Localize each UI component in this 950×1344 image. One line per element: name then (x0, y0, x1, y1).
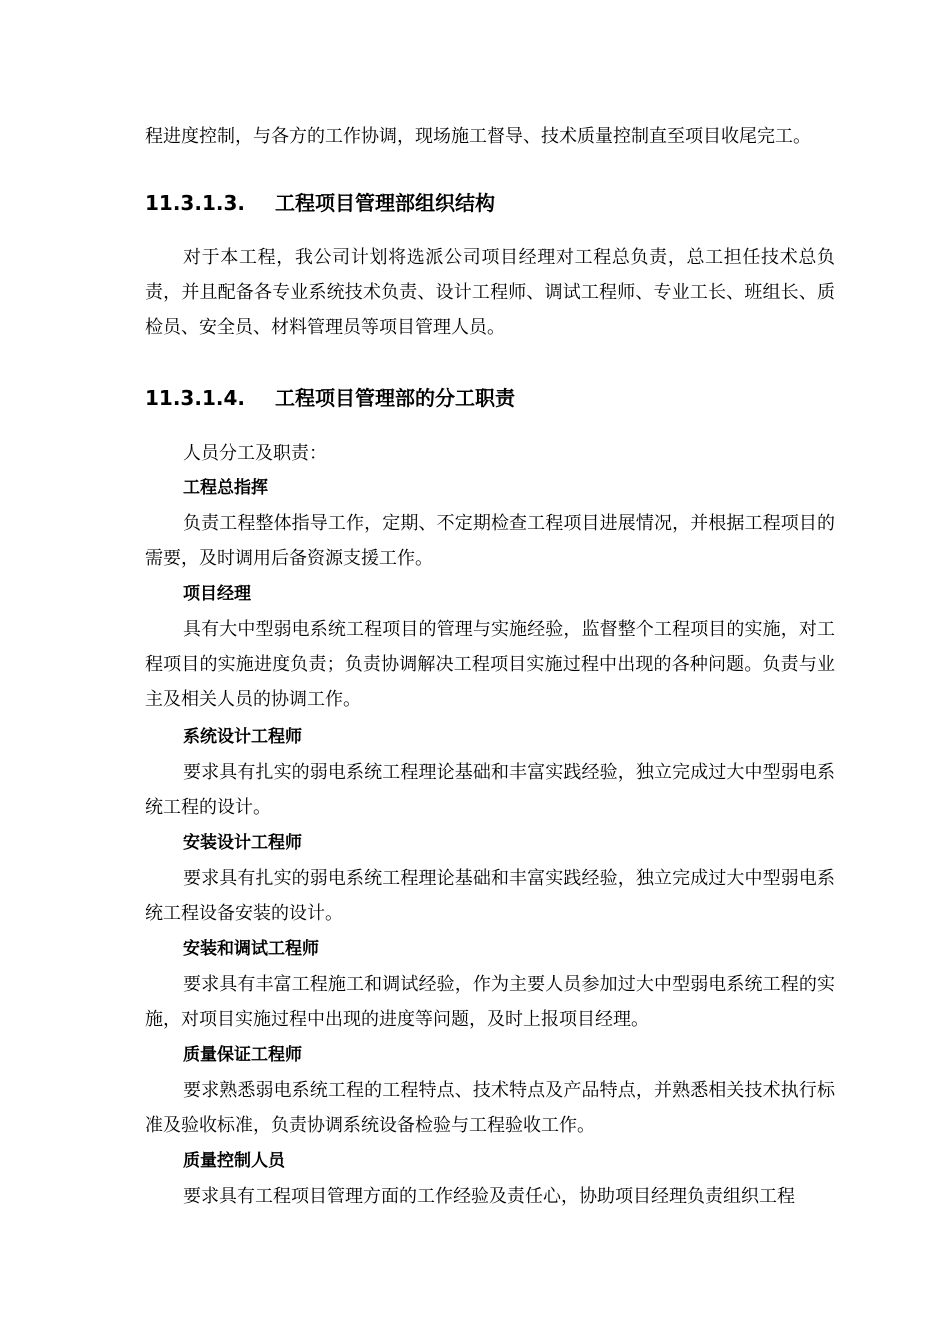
role-title: 安装设计工程师 (183, 833, 302, 853)
role-title: 工程总指挥 (183, 478, 268, 498)
role-description: 具有大中型弱电系统工程项目的管理与实施经验，监督整个工程项目的实施，对工程项目的实施进度负责；负责协调解决工程项目实施过程中出现的各种问题。负责与业主及相关人员的协调工作。 (145, 619, 835, 710)
role-title: 安装和调试工程师 (183, 939, 319, 959)
intro-tail-paragraph: 程进度控制，与各方的工作协调，现场施工督导、技术质量控制直至项目收尾完工。 (145, 126, 811, 147)
role-title: 系统设计工程师 (183, 727, 302, 747)
role-description: 要求具有扎实的弱电系统工程理论基础和丰富实践经验，独立完成过大中型弱电系统工程的设计。 (145, 762, 835, 818)
role-description: 要求具有扎实的弱电系统工程理论基础和丰富实践经验，独立完成过大中型弱电系统工程设备安装的设计。 (145, 868, 835, 924)
role-title: 项目经理 (183, 584, 251, 604)
role-title: 质量保证工程师 (183, 1045, 302, 1065)
section-heading-org (145, 188, 835, 218)
section-title: 工程项目管理部组织结构 (275, 191, 495, 215)
section-number: 11.3.1.3. (145, 191, 245, 215)
org-structure-paragraph: 对于本工程，我公司计划将选派公司项目经理对工程总负责，总工担任技术总负责，并且配备各专业系统技术负责、设计工程师、调试工程师、专业工长、班组长、质检员、安全员、材料管理员等项目管理人员。 (145, 247, 835, 338)
section-title: 工程项目管理部的分工职责 (275, 386, 515, 410)
section-heading-duties (145, 383, 835, 413)
role-title: 质量控制人员 (183, 1151, 285, 1171)
role-description: 负责工程整体指导工作，定期、不定期检查工程项目进展情况，并根据工程项目的需要，及时调用后备资源支援工作。 (145, 513, 835, 569)
role-description: 要求具有丰富工程施工和调试经验，作为主要人员参加过大中型弱电系统工程的实施，对项目实施过程中出现的进度等问题，及时上报项目经理。 (145, 974, 835, 1030)
section-number: 11.3.1.4. (145, 386, 245, 410)
role-description: 要求熟悉弱电系统工程的工程特点、技术特点及产品特点，并熟悉相关技术执行标准及验收标准，负责协调系统设备检验与工程验收工作。 (145, 1080, 835, 1136)
duties-lead-paragraph: 人员分工及职责： (183, 443, 327, 464)
role-description: 要求具有工程项目管理方面的工作经验及责任心，协助项目经理负责组织工程 (183, 1186, 795, 1207)
